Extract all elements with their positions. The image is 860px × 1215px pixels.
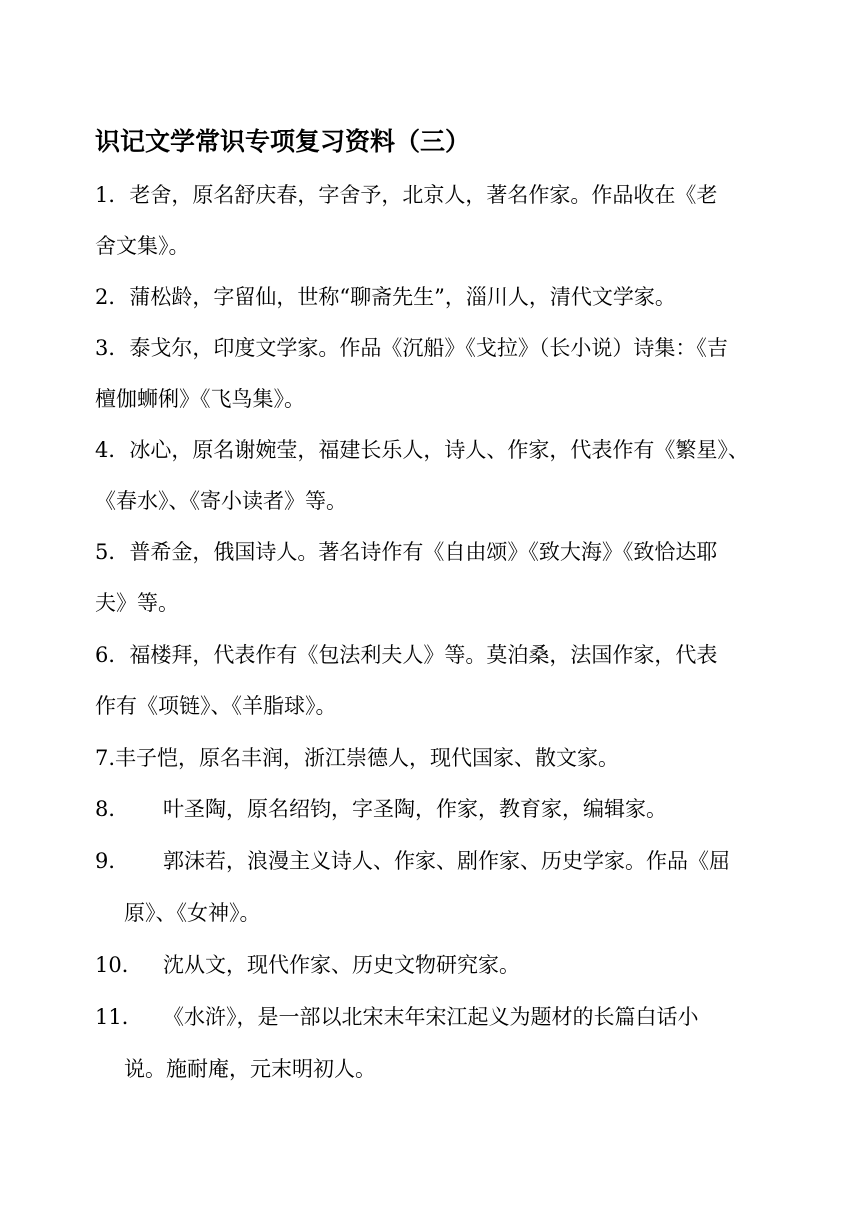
item-text: 丰子恺，原名丰润，浙江崇德人，现代国家、散文家。 bbox=[115, 746, 620, 770]
item-number: 9． bbox=[95, 849, 130, 873]
item-text: 《水浒》，是一部以北宋末年宋江起义为题材的长篇白话小 bbox=[163, 1005, 699, 1029]
item-text: 郭沫若，浪漫主义诗人、作家、剧作家、历史学家。作品《屈 bbox=[163, 849, 730, 873]
item-text: 福楼拜，代表作有《包法利夫人》等。莫泊桑，法国作家，代表 bbox=[129, 643, 718, 667]
list-item-continuation: 原》、《女神》。 bbox=[124, 901, 261, 925]
list-item bbox=[95, 794, 667, 824]
item-number: 10． bbox=[95, 953, 143, 977]
list-item-continuation: 檀伽蛳俐》《飞鸟集》。 bbox=[95, 387, 305, 411]
item-number: 7. bbox=[95, 746, 116, 770]
list-item-continuation: 舍文集》。 bbox=[95, 234, 190, 258]
item-number: 11． bbox=[95, 1005, 143, 1029]
item-number: 6． bbox=[95, 643, 130, 667]
item-number: 5． bbox=[95, 540, 130, 564]
list-item bbox=[95, 435, 749, 465]
item-number: 8． bbox=[95, 797, 130, 821]
item-text: 冰心，原名谢婉莹，福建长乐人，诗人、作家，代表作有《繁星》、 bbox=[129, 438, 749, 462]
list-item-continuation: 《春水》、《寄小读者》等。 bbox=[95, 489, 347, 513]
item-text: 老舍，原名舒庆春，字舍予，北京人，著名作家。作品收在《老 bbox=[129, 183, 718, 207]
list-item bbox=[95, 1002, 699, 1032]
list-item bbox=[95, 950, 520, 980]
item-number: 3． bbox=[95, 336, 130, 360]
item-text: 泰戈尔，印度文学家。作品《沉船》《戈拉》（长小说）诗集：《吉 bbox=[129, 336, 728, 360]
list-item bbox=[95, 640, 717, 670]
item-text: 蒲松龄，字留仙，世称“聊斋先生”，淄川人，清代文学家。 bbox=[129, 285, 676, 309]
item-text: 普希金，俄国诗人。著名诗作有《自由颂》《致大海》《致恰达耶 bbox=[129, 540, 718, 564]
list-item bbox=[95, 743, 619, 773]
item-text: 叶圣陶，原名绍钧，字圣陶，作家，教育家，编辑家。 bbox=[163, 797, 667, 821]
list-item bbox=[95, 846, 730, 876]
item-text: 沈从文，现代作家、历史文物研究家。 bbox=[163, 953, 520, 977]
item-number: 2． bbox=[95, 285, 130, 309]
list-item bbox=[95, 180, 717, 210]
list-item bbox=[95, 282, 676, 312]
list-item-continuation: 说。施耐庵，元末明初人。 bbox=[124, 1057, 376, 1081]
list-item-continuation: 夫》等。 bbox=[95, 591, 179, 615]
item-number: 1． bbox=[95, 183, 130, 207]
list-item bbox=[95, 333, 728, 363]
page-title: 识记文学常识专项复习资料（三） bbox=[95, 127, 471, 156]
list-item-continuation: 作有《项链》、《羊脂球》。 bbox=[95, 694, 337, 718]
item-number: 4． bbox=[95, 438, 130, 462]
list-item bbox=[95, 537, 717, 567]
